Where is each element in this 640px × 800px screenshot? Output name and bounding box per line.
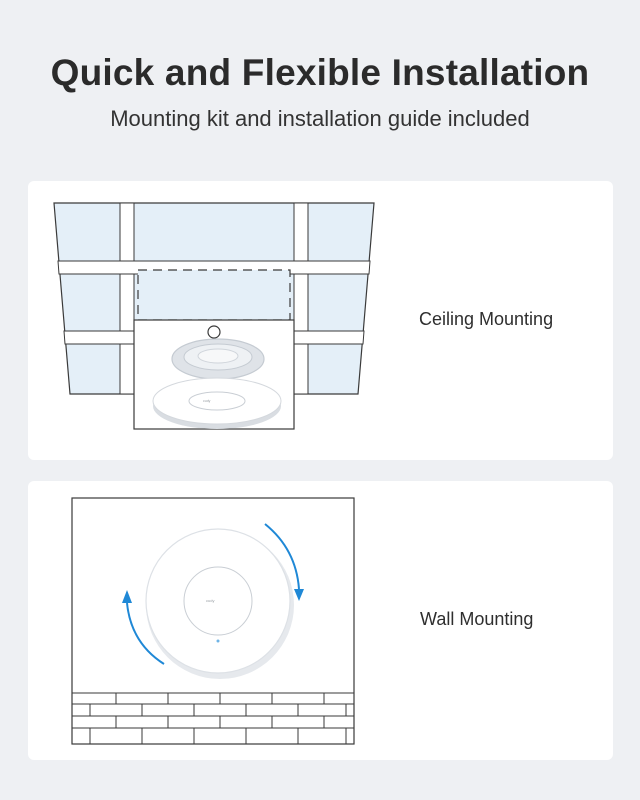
wall-mounting-label: Wall Mounting <box>420 609 534 629</box>
wall-mounting-card <box>28 481 613 760</box>
ceiling-mounting-label: Ceiling Mounting <box>419 309 554 329</box>
svg-text:cudy: cudy <box>203 399 211 403</box>
page-title: Quick and Flexible Installation <box>50 52 590 93</box>
svg-text:cudy: cudy <box>206 598 215 603</box>
page-subtitle: Mounting kit and installation guide included <box>110 106 530 131</box>
ceiling-mounting-card <box>28 181 613 460</box>
